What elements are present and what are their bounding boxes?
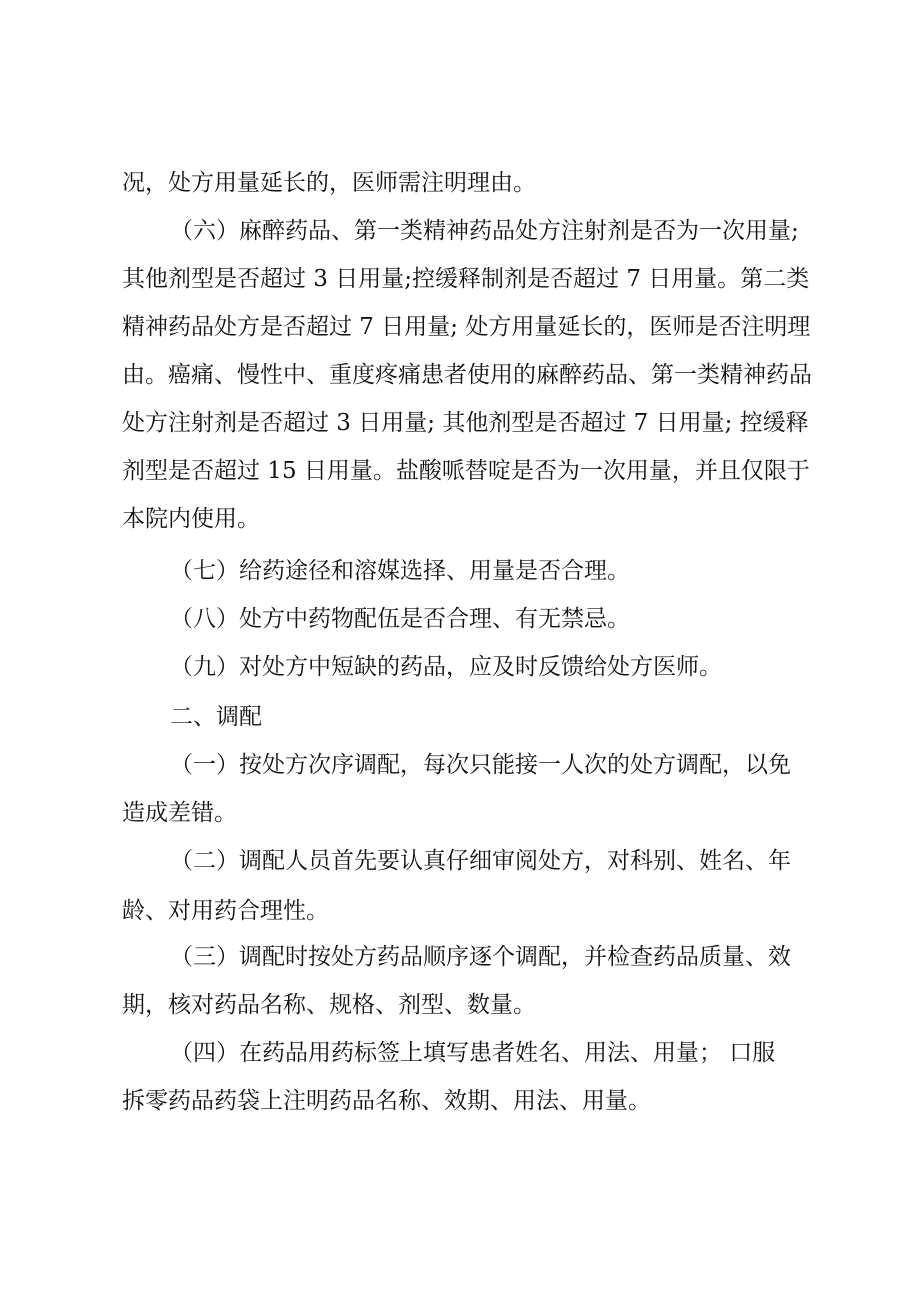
text-line: （七）给药途径和溶媒选择、用量是否合理。 bbox=[170, 558, 630, 584]
text-line: 精神药品处方是否超过 7 日用量; 处方用量延长的，医师是否注明理 bbox=[122, 314, 811, 340]
text-line: （二）调配人员首先要认真仔细审阅处方，对科别、姓名、年 bbox=[170, 848, 791, 874]
text-line: 龄、对用药合理性。 bbox=[122, 898, 329, 924]
text-line: 本院内使用。 bbox=[122, 506, 260, 532]
text-line: （四）在药品用药标签上填写患者姓名、用法、用量； 口服 bbox=[170, 1040, 776, 1066]
text-line: （一）按处方次序调配，每次只能接一人次的处方调配，以免 bbox=[170, 752, 791, 778]
text-line: （八）处方中药物配伍是否合理、有无禁忌。 bbox=[170, 606, 630, 632]
text-line: 造成差错。 bbox=[122, 800, 237, 826]
text-line: 拆零药品药袋上注明药品名称、效期、用法、用量。 bbox=[122, 1088, 651, 1114]
text-line: 况，处方用量延长的，医师需注明理由。 bbox=[122, 170, 536, 196]
text-line: （九）对处方中短缺的药品，应及时反馈给处方医师。 bbox=[170, 654, 722, 680]
text-line: 处方注射剂是否超过 3 日用量; 其他剂型是否超过 7 日用量; 控缓释 bbox=[122, 410, 809, 436]
text-line: （六）麻醉药品、第一类精神药品处方注射剂是否为一次用量; bbox=[170, 218, 799, 244]
section-heading: 二、调配 bbox=[170, 704, 262, 730]
text-line: （三）调配时按处方药品顺序逐个调配，并检查药品质量、效 bbox=[170, 944, 791, 970]
text-line: 剂型是否超过 15 日用量。盐酸哌替啶是否为一次用量，并且仅限于 bbox=[122, 458, 810, 484]
text-line: 期，核对药品名称、规格、剂型、数量。 bbox=[122, 992, 536, 1018]
text-line: 由。癌痛、慢性中、重度疼痛患者使用的麻醉药品、第一类精神药品 bbox=[122, 362, 812, 388]
text-line: 其他剂型是否超过 3 日用量;控缓释制剂是否超过 7 日用量。第二类 bbox=[122, 266, 810, 292]
